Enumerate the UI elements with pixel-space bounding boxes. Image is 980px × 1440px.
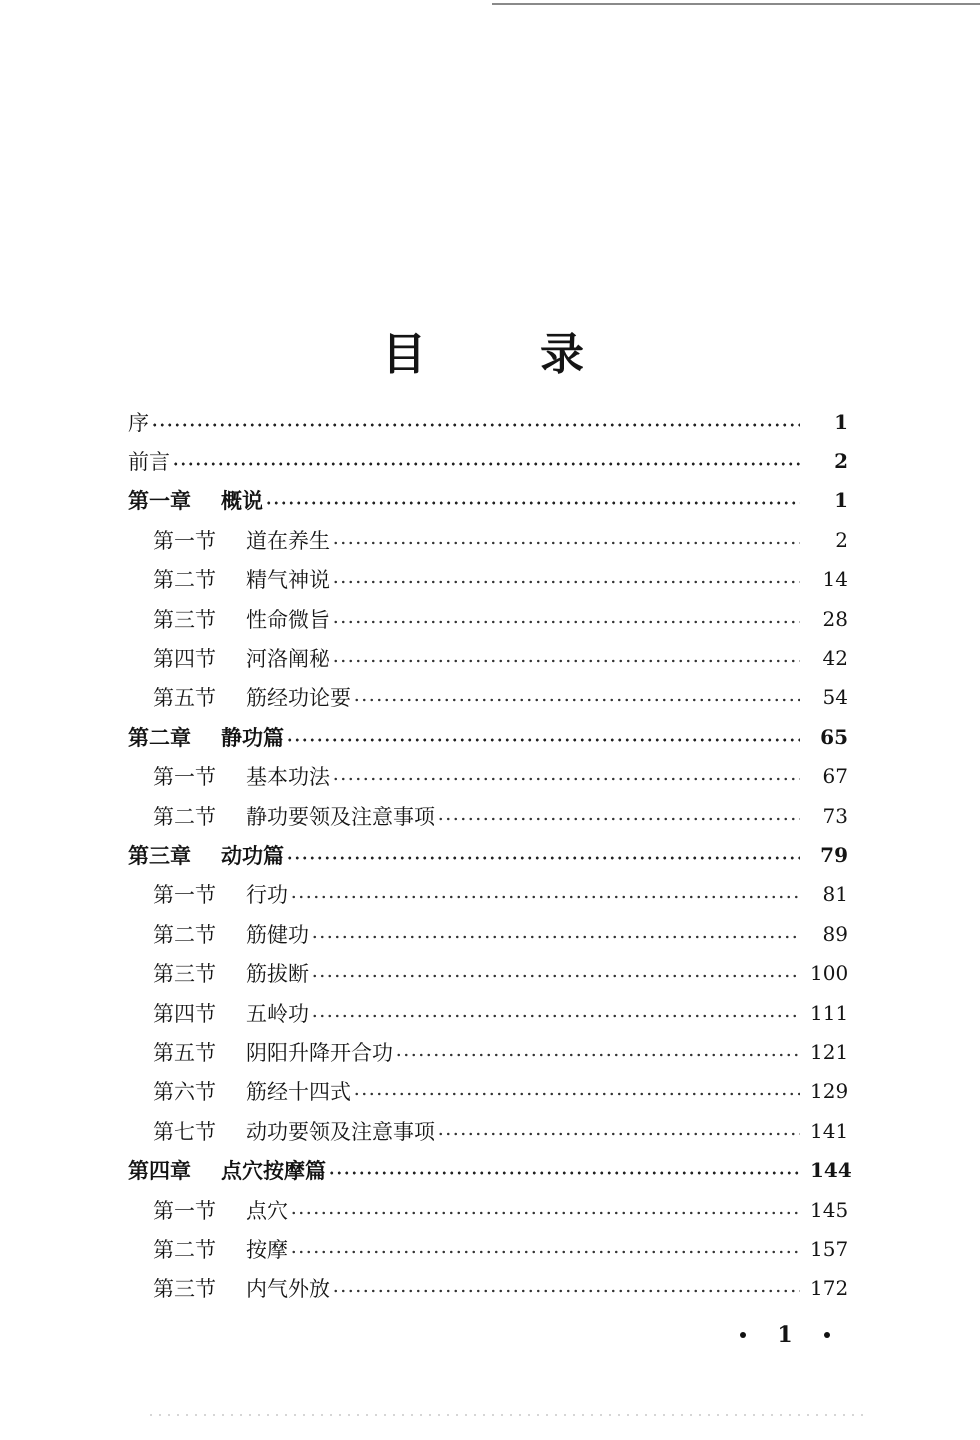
- toc-entry-title: 筋经十四式: [246, 1080, 351, 1105]
- title-char-2: 录: [540, 329, 584, 380]
- toc-entry-number: 第一节: [153, 1198, 216, 1223]
- toc-entry-page: 141: [810, 1118, 849, 1143]
- toc-entry-number: 序: [128, 410, 149, 435]
- toc-entry: [128, 1111, 848, 1150]
- dot-leader: [311, 1014, 800, 1018]
- toc-entry-title: 静功要领及注意事项: [246, 804, 435, 829]
- toc-entry-number: 第一节: [153, 883, 216, 908]
- toc-entry-heading: [128, 407, 149, 437]
- scan-artifact: [150, 1414, 870, 1418]
- toc-entry-heading: [153, 1076, 351, 1106]
- dot-leader: [290, 895, 800, 899]
- table-of-contents: [128, 402, 852, 1308]
- dot-leader: [265, 501, 800, 505]
- toc-entry-page: 145: [810, 1197, 849, 1222]
- dot-leader: [332, 541, 800, 545]
- dot-leader: [437, 1132, 800, 1136]
- toc-entry-page: 172: [810, 1276, 849, 1301]
- toc-entry-number: 第三节: [153, 962, 216, 987]
- toc-entry: [128, 875, 848, 914]
- toc-entry-number: 第二章: [128, 725, 191, 750]
- toc-entry-number: 第二节: [153, 568, 216, 593]
- toc-entry-heading: [153, 682, 351, 712]
- toc-entry: [128, 599, 848, 638]
- toc-entry-number: 第七节: [153, 1119, 216, 1144]
- dot-leader: [332, 777, 800, 781]
- dot-leader: [332, 620, 800, 624]
- toc-entry-number: 第一章: [128, 489, 191, 514]
- toc-entry-page: 89: [822, 921, 848, 946]
- toc-entry-number: 第三节: [153, 1277, 216, 1302]
- toc-entry-number: 前言: [128, 450, 170, 475]
- toc-entry-heading: [128, 722, 284, 752]
- toc-entry: [128, 757, 848, 796]
- toc-entry-number: 第四节: [153, 1001, 216, 1026]
- toc-entry: [128, 1150, 852, 1189]
- toc-entry-heading: [128, 446, 170, 476]
- folio-dot-icon: [824, 1332, 830, 1338]
- toc-entry-page: 2: [834, 449, 848, 474]
- toc-entry-title: 河洛阐秘: [246, 647, 330, 672]
- toc-entry-title: 基本功法: [246, 765, 330, 790]
- dot-leader: [286, 856, 800, 860]
- toc-entry-heading: [153, 879, 288, 909]
- toc-entry-page: 79: [820, 842, 848, 867]
- toc-entry-page: 129: [810, 1079, 849, 1104]
- dot-leader: [172, 462, 800, 466]
- toc-entry-title: 动功篇: [221, 843, 284, 868]
- page-number: [740, 1320, 830, 1350]
- toc-entry: [128, 1269, 848, 1308]
- page-title: [0, 325, 980, 385]
- toc-entry-heading: [128, 1155, 326, 1185]
- toc-entry-heading: [153, 919, 309, 949]
- toc-entry-title: 行功: [246, 883, 288, 908]
- dot-leader: [286, 738, 800, 742]
- toc-entry: [128, 402, 848, 441]
- toc-entry-page: 54: [822, 685, 848, 710]
- toc-entry-number: 第二节: [153, 922, 216, 947]
- toc-entry-page: 81: [822, 882, 848, 907]
- toc-entry-page: 73: [822, 803, 848, 828]
- toc-entry-heading: [153, 643, 330, 673]
- toc-entry-title: 内气外放: [246, 1277, 330, 1302]
- folio-dot-icon: [740, 1332, 746, 1338]
- toc-entry-heading: [153, 1273, 330, 1303]
- dot-leader: [353, 1092, 800, 1096]
- toc-entry-number: 第一节: [153, 528, 216, 553]
- toc-entry: [128, 796, 848, 835]
- toc-entry: [128, 481, 848, 520]
- dot-leader: [332, 659, 800, 663]
- toc-entry-page: 65: [820, 724, 848, 749]
- toc-entry-title: 点穴按摩篇: [221, 1159, 326, 1184]
- toc-entry-heading: [153, 1037, 393, 1067]
- dot-leader: [290, 1211, 800, 1215]
- toc-entry-heading: [153, 998, 309, 1028]
- toc-entry-title: 五岭功: [246, 1001, 309, 1026]
- dot-leader: [311, 935, 800, 939]
- dot-leader: [332, 1289, 800, 1293]
- toc-entry-title: 按摩: [246, 1237, 288, 1262]
- toc-entry-number: 第五节: [153, 686, 216, 711]
- dot-leader: [328, 1171, 800, 1175]
- title-char-1: 目: [382, 329, 426, 380]
- toc-entry-title: 点穴: [246, 1198, 288, 1223]
- dot-leader: [290, 1250, 800, 1254]
- toc-entry-title: 筋经功论要: [246, 686, 351, 711]
- toc-entry-page: 28: [822, 606, 848, 631]
- dot-leader: [332, 580, 800, 584]
- toc-entry-number: 第三节: [153, 607, 216, 632]
- toc-entry: [128, 1072, 848, 1111]
- toc-entry-number: 第二节: [153, 804, 216, 829]
- toc-entry-page: 100: [810, 961, 849, 986]
- toc-entry-heading: [153, 801, 435, 831]
- dot-leader: [395, 1053, 800, 1057]
- toc-entry-title: 动功要领及注意事项: [246, 1119, 435, 1144]
- toc-entry-page: 121: [810, 1039, 849, 1064]
- toc-entry-heading: [153, 1195, 288, 1225]
- toc-entry-page: 144: [810, 1158, 852, 1183]
- toc-entry-page: 1: [834, 409, 848, 434]
- toc-entry-heading: [153, 525, 330, 555]
- toc-entry-page: 67: [822, 764, 848, 789]
- toc-entry-heading: [153, 604, 330, 634]
- toc-entry-number: 第三章: [128, 843, 191, 868]
- toc-entry: [128, 520, 848, 559]
- toc-entry: [128, 441, 848, 480]
- toc-entry: [128, 717, 848, 756]
- dot-leader: [151, 423, 800, 427]
- toc-entry-number: 第二节: [153, 1237, 216, 1262]
- toc-entry: [128, 953, 848, 992]
- toc-entry-number: 第五节: [153, 1040, 216, 1065]
- toc-entry: [128, 560, 848, 599]
- dot-leader: [437, 817, 800, 821]
- toc-entry-page: 2: [835, 527, 848, 552]
- toc-entry: [128, 1032, 848, 1071]
- toc-entry: [128, 835, 848, 874]
- page-number-text: 1: [777, 1322, 793, 1348]
- toc-entry: [128, 1190, 848, 1229]
- toc-entry-heading: [128, 485, 263, 515]
- toc-entry: [128, 914, 848, 953]
- toc-entry-title: 筋健功: [246, 922, 309, 947]
- toc-entry-title: 筋拔断: [246, 962, 309, 987]
- toc-entry: [128, 1229, 848, 1268]
- toc-entry-number: 第四章: [128, 1159, 191, 1184]
- toc-entry-page: 111: [810, 1000, 849, 1025]
- toc-entry-heading: [153, 761, 330, 791]
- toc-entry-page: 1: [834, 488, 848, 513]
- toc-entry-page: 42: [822, 646, 848, 671]
- toc-entry-number: 第四节: [153, 647, 216, 672]
- toc-entry-title: 道在养生: [246, 528, 330, 553]
- toc-entry-page: 14: [822, 567, 848, 592]
- toc-entry-title: 精气神说: [246, 568, 330, 593]
- toc-entry-title: 阴阳升降开合功: [246, 1040, 393, 1065]
- toc-entry-heading: [153, 564, 330, 594]
- toc-entry-title: 概说: [221, 489, 263, 514]
- toc-entry: [128, 678, 848, 717]
- toc-entry: [128, 638, 848, 677]
- toc-entry-title: 性命微旨: [246, 607, 330, 632]
- dot-leader: [353, 698, 800, 702]
- dot-leader: [311, 974, 800, 978]
- top-rule: [492, 3, 980, 5]
- toc-entry-number: 第一节: [153, 765, 216, 790]
- toc-entry-heading: [128, 840, 284, 870]
- toc-entry-title: 静功篇: [221, 725, 284, 750]
- toc-entry-number: 第六节: [153, 1080, 216, 1105]
- toc-entry-heading: [153, 1116, 435, 1146]
- toc-entry-heading: [153, 958, 309, 988]
- toc-entry-page: 157: [810, 1236, 849, 1261]
- toc-entry: [128, 993, 848, 1032]
- toc-entry-heading: [153, 1234, 288, 1264]
